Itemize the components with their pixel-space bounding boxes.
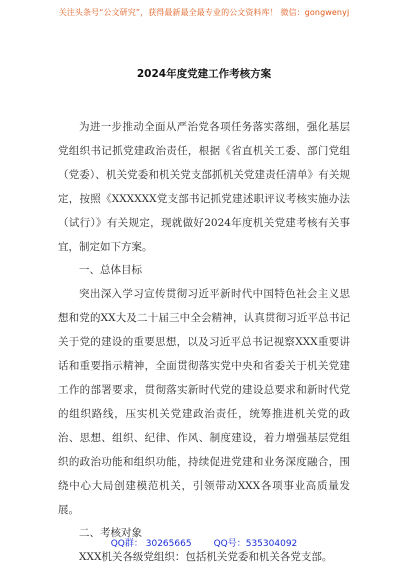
targets-paragraph: XXX机关各级党组织：包括机关党委和机关各党支部。 xyxy=(79,551,333,564)
qq-number-link[interactable]: QQ号：535304092 xyxy=(213,539,298,549)
document-body xyxy=(58,116,350,570)
intro-paragraph: 为进一步推动全面从严治党各项任务落实落细，强化基层党组织书记抓党建政治责任，根据《省直机关工委、部门党组（党委）、机关党委和机关党支部抓机关党建责任清单》有关规定，按照《XXXXXX党支部书记抓党建述职评议考核实施办法（试行）》有关规定，现就做好2024年度机关党建考核有关事宜，制定如下方案。 xyxy=(58,121,350,253)
document-title: 2024年度党建工作考核方案 xyxy=(136,68,272,80)
promo-banner: 关注头条号“公文研究”，获得最新最全最专业的公文资料库！ 微信：gongwenyj xyxy=(58,8,350,17)
section-heading-goals: 一、总体目标 xyxy=(79,264,142,277)
section-heading-targets: 二、考核对象 xyxy=(79,527,142,540)
goals-paragraph: 突出深入学习宣传贯彻习近平新时代中国特色社会主义思想和党的XX大及二十届三中全会精神，认真贯彻习近平总书记关于党的建设的重要思想，以及习近平总书记视察XXX重要讲话和重要指示精神，全面贯彻落实党中央和省委关于机关党建工作的部署要求，贯彻落实新时代党的建设总要求和新时代党的组织路线，压实机关党建政治责任，统筹推进机关党的政治、思想、组织、纪律、作风、制度建设，着力增强基层党组织的政治功能和组织功能，持续促进党建和业务深度融合，围绕中心大局创建模范机关，引领带动XXX各项事业高质量发展。 xyxy=(58,288,350,516)
footer-contact xyxy=(0,536,408,549)
qq-group-link[interactable]: QQ群： 30265665 xyxy=(110,539,192,549)
